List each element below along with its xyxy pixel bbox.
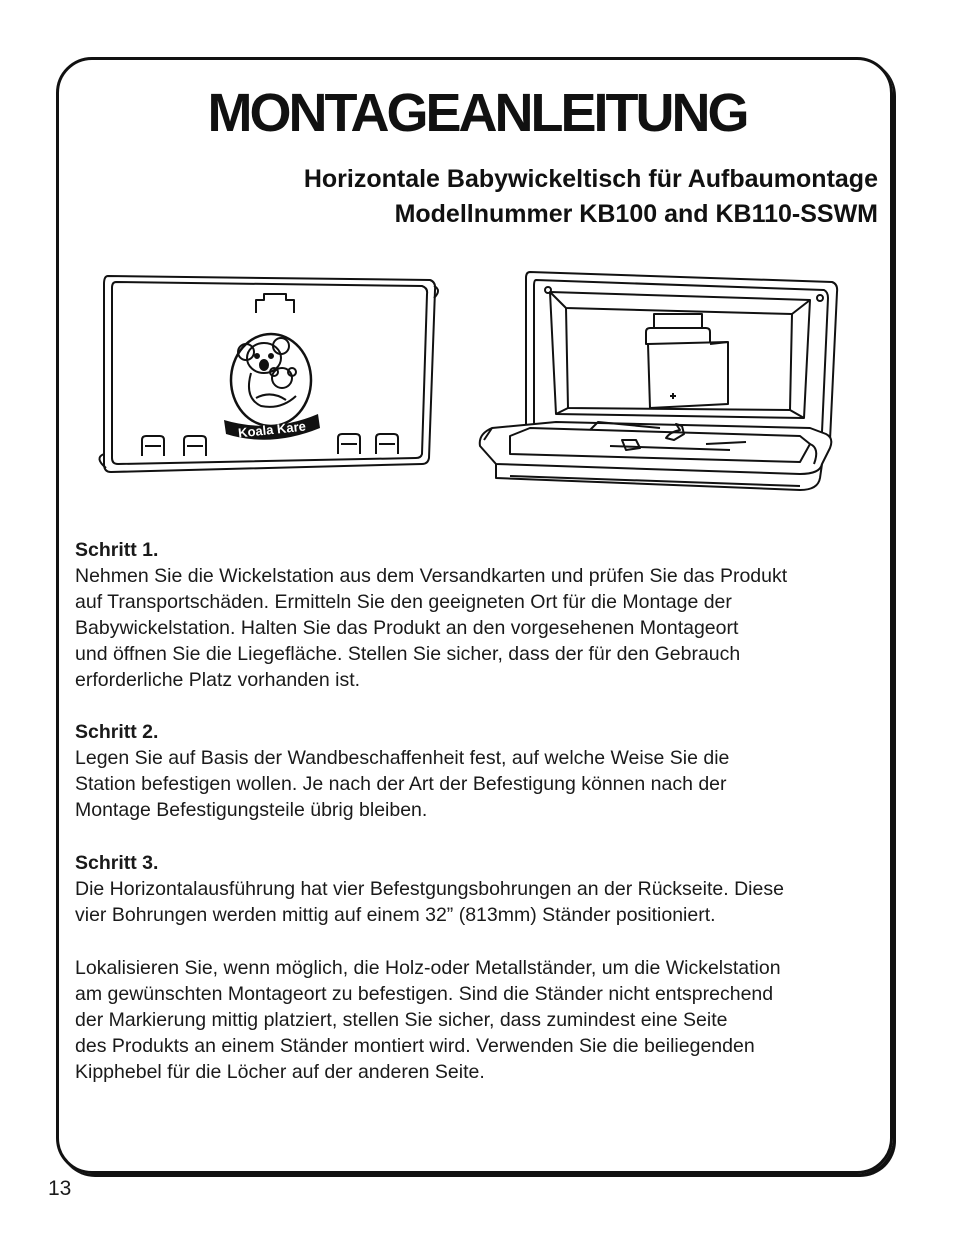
step-3	[75, 850, 890, 928]
step-3-line: vier Bohrungen werden mittig auf einem 32” (813mm) Ständer positioniert.	[75, 904, 716, 926]
closed-station-illustration	[96, 268, 441, 483]
step-1-line: und öffnen Sie die Liegefläche. Stellen Sie sicher, dass der für den Gebrauch	[75, 643, 741, 665]
subtitle	[304, 162, 878, 232]
step-3-line: Die Horizontalausführung hat vier Befestgungsbohrungen an der Rückseite. Diese	[75, 878, 784, 900]
step-1-heading: Schritt 1.	[75, 539, 159, 561]
step-1-line: auf Transportschäden. Ermitteln Sie den geeigneten Ort für die Montage der	[75, 591, 732, 613]
subtitle-line-1: Horizontale Babywickeltisch für Aufbaumontage	[303, 165, 878, 193]
step-1-line: erforderliche Platz vorhanden ist.	[75, 669, 361, 691]
paragraph-line: des Produkts an einem Ständer montiert wird. Verwenden Sie die beiliegenden	[75, 1035, 755, 1057]
step-2-line: Montage Befestigungsteile übrig bleiben.	[75, 799, 428, 821]
paragraph-line: Kipphebel für die Löcher auf der anderen Seite.	[75, 1061, 485, 1083]
paragraph-line: Lokalisieren Sie, wenn möglich, die Holz-oder Metallständer, um die Wickelstation	[75, 957, 781, 979]
paragraph-line: der Markierung mittig platziert, stellen Sie sicher, dass zumindest eine Seite	[75, 1009, 728, 1031]
mounting-paragraph	[75, 955, 890, 1085]
logo-text: Koala Kare	[237, 418, 307, 441]
subtitle-line-2: Modellnummer KB100 and KB110-SSWM	[394, 200, 878, 228]
step-2-line: Legen Sie auf Basis der Wandbeschaffenheit fest, auf welche Weise Sie die	[75, 747, 730, 769]
page-title: MONTAGEANLEITUNG	[207, 83, 747, 143]
step-1	[75, 537, 890, 693]
step-2-heading: Schritt 2.	[75, 721, 159, 743]
step-3-heading: Schritt 3.	[75, 852, 159, 874]
step-1-line: Babywickelstation. Halten Sie das Produkt an den vorgesehenen Montageort	[75, 617, 739, 639]
step-2	[75, 719, 890, 823]
paragraph-line: am gewünschten Montageort zu befestigen. Sind die Ständer nicht entsprechend	[75, 983, 774, 1005]
page-number: 13	[48, 1177, 72, 1200]
step-1-line: Nehmen Sie die Wickelstation aus dem Versandkarten und prüfen Sie das Produkt	[75, 565, 788, 587]
open-station-illustration	[470, 268, 850, 503]
step-2-line: Station befestigen wollen. Je nach der Art der Befestigung können nach der	[75, 773, 727, 795]
